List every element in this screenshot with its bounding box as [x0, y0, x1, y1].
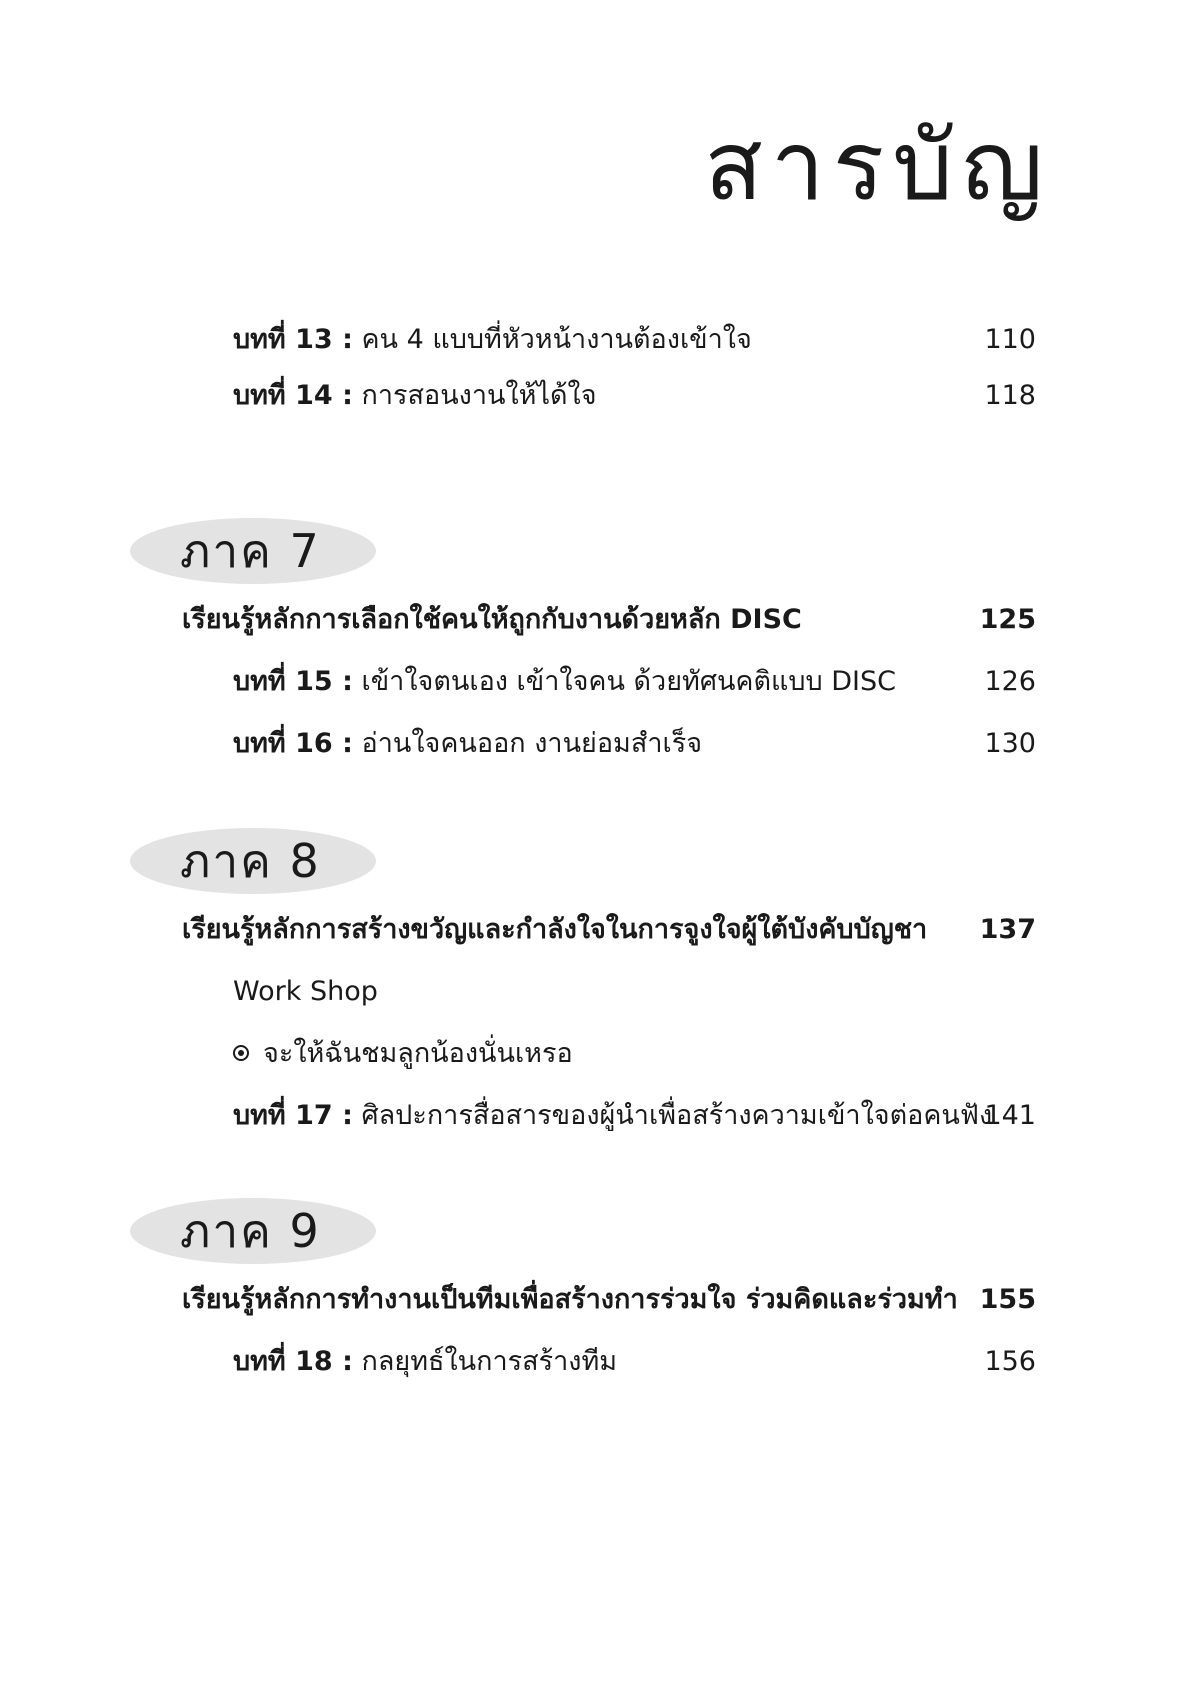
chapter-title: กลยุทธ์ในการสร้างทีม: [361, 1346, 618, 1377]
toc-entry-text: [233, 1032, 573, 1076]
toc-entry-text: [233, 1340, 617, 1384]
chapter-label: บทที่ 18 :: [233, 1346, 353, 1377]
chapter-title: ศิลปะการสื่อสารของผู้นำเพื่อสร้างความเข้าใจต่อคนฟัง: [361, 1100, 993, 1131]
page-number: 130: [984, 728, 1036, 759]
section-title: เรียนรู้หลักการเลือกใช้คนให้ถูกกับงานด้วยหลัก DISC: [182, 604, 802, 635]
page-number: 110: [984, 324, 1036, 355]
toc-entry-text: [233, 722, 702, 766]
chapter-label: บทที่ 13 :: [233, 324, 353, 355]
part-7-label: ภาค 7: [180, 524, 321, 578]
chapter-title: คน 4 แบบที่หัวหน้างานต้องเข้าใจ: [361, 324, 752, 355]
chapter-title: การสอนงานให้ได้ใจ: [361, 380, 597, 411]
toc-entry-section-part-9[interactable]: [0, 1278, 1181, 1322]
toc-entry-chapter-18[interactable]: [0, 1340, 1181, 1384]
page-number: 141: [984, 1100, 1036, 1131]
toc-entry-chapter-17[interactable]: [0, 1094, 1181, 1138]
part-9-label: ภาค 9: [180, 1204, 321, 1258]
workshop-title: Work Shop: [233, 976, 378, 1007]
toc-entry-text: [233, 318, 752, 362]
chapter-label: บทที่ 14 :: [233, 380, 353, 411]
chapter-title: อ่านใจคนออก งานย่อมสำเร็จ: [361, 728, 703, 759]
page-number: 155: [979, 1284, 1036, 1315]
page-title: สารบัญ: [704, 110, 1051, 222]
page-number: 137: [979, 914, 1036, 945]
toc-entry-text: [233, 660, 896, 704]
bullet-text: จะให้ฉันชมลูกน้องนั่นเหรอ: [263, 1038, 573, 1069]
page-number: 125: [979, 604, 1036, 635]
chapter-label: บทที่ 16 :: [233, 728, 353, 759]
toc-entry-chapter-16[interactable]: [0, 722, 1181, 766]
toc-entry-section-part-7[interactable]: [0, 598, 1181, 642]
toc-entry-chapter-15[interactable]: [0, 660, 1181, 704]
toc-entry-chapter-14[interactable]: [0, 374, 1181, 418]
toc-entry-text: [233, 374, 597, 418]
toc-entry-chapter-13[interactable]: [0, 318, 1181, 362]
chapter-label: บทที่ 17 :: [233, 1100, 353, 1131]
section-title: เรียนรู้หลักการสร้างขวัญและกำลังใจในการจูงใจผู้ใต้บังคับบัญชา: [182, 914, 928, 945]
toc-entry-text: [233, 1094, 992, 1138]
chapter-title: เข้าใจตนเอง เข้าใจคน ด้วยทัศนคติแบบ DISC: [361, 666, 897, 697]
chapter-label: บทที่ 15 :: [233, 666, 353, 697]
toc-entry-bullet[interactable]: [0, 1032, 1181, 1076]
page-number: 156: [984, 1346, 1036, 1377]
part-8-label: ภาค 8: [180, 834, 321, 888]
toc-entry-workshop[interactable]: [0, 970, 1181, 1014]
page-number: 118: [984, 380, 1036, 411]
page-number: 126: [984, 666, 1036, 697]
section-title: เรียนรู้หลักการทำงานเป็นทีมเพื่อสร้างการร่วมใจ ร่วมคิดและร่วมทำ: [182, 1284, 958, 1315]
toc-entry-section-part-8[interactable]: [0, 908, 1181, 952]
bullet-circle-icon: [233, 1045, 249, 1061]
